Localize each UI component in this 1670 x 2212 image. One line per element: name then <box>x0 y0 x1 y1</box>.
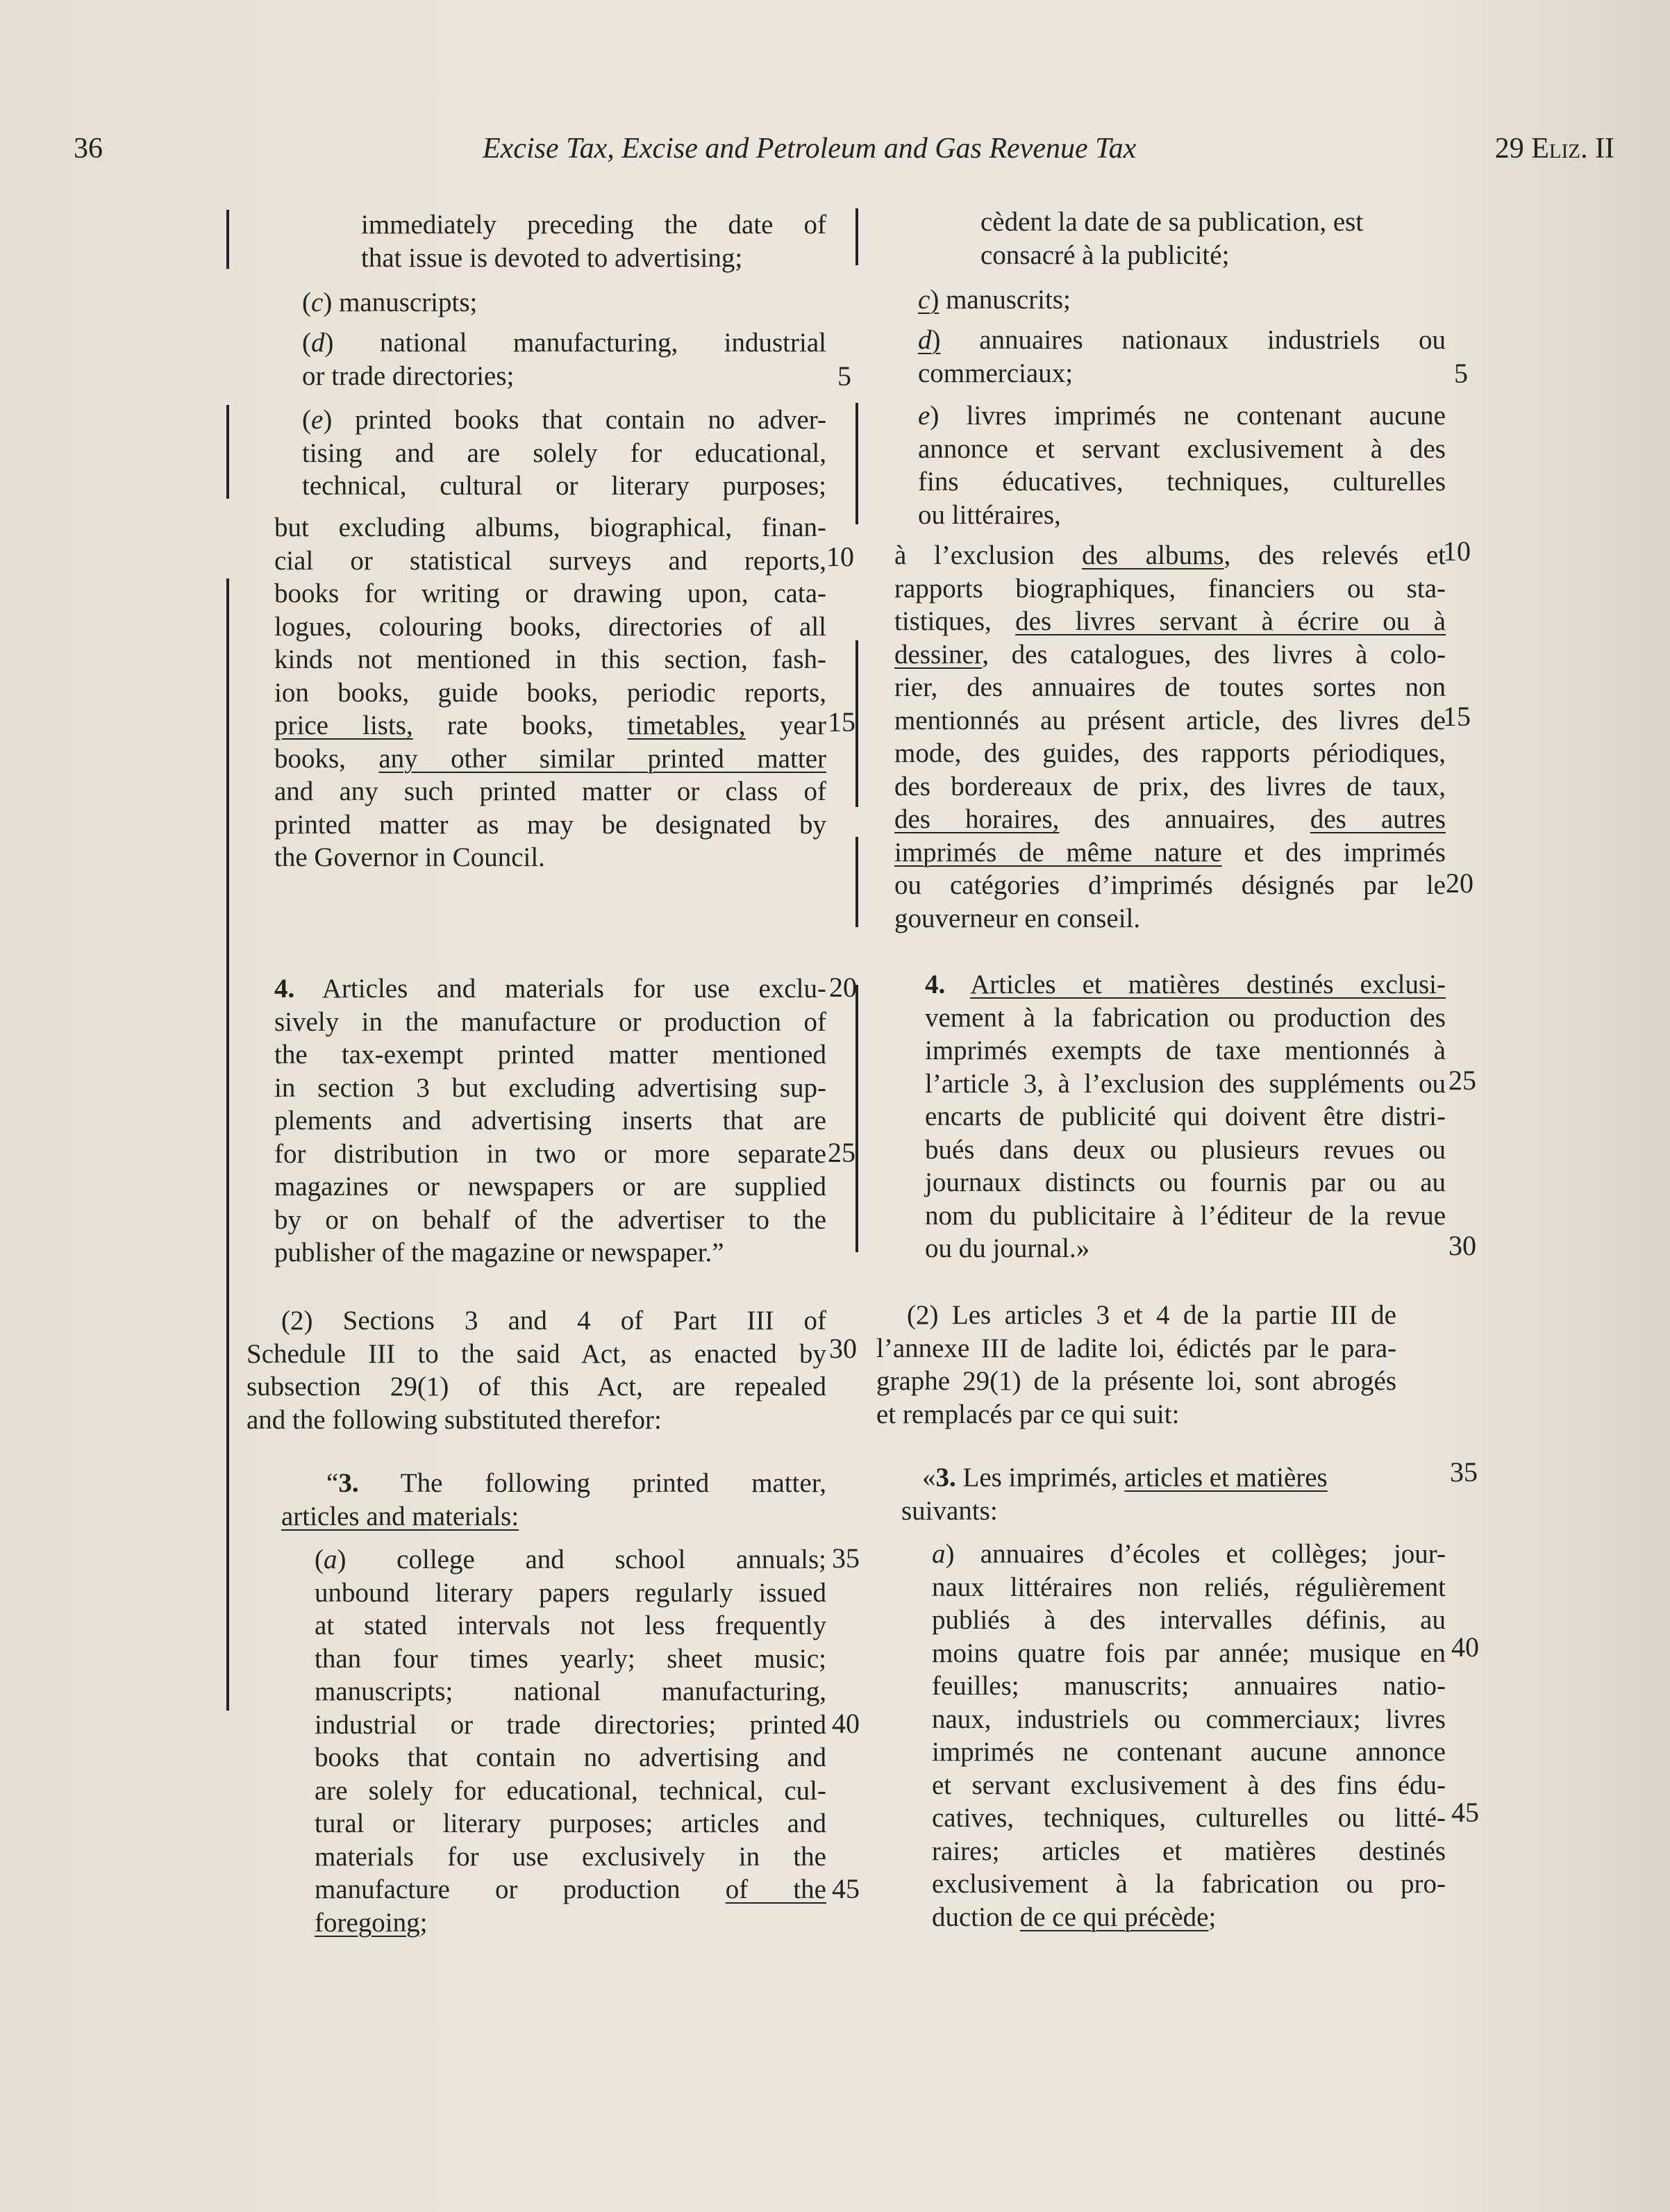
text-line: «3. Les imprimés, articles et matières <box>922 1463 1328 1492</box>
text-line: “3. The following printed matter, <box>326 1468 826 1498</box>
text-line: cèdent la date de sa publication, est <box>980 207 1364 237</box>
text-line: (2) Les articles 3 et 4 de la partie III de <box>907 1300 1396 1330</box>
text-line: imprimés ne contenant aucune annonce <box>932 1737 1446 1767</box>
item-text: national manufacturing, industrial <box>379 328 826 358</box>
text-line: ion books, guide books, periodic reports, <box>274 677 826 708</box>
line-number: 35 <box>1450 1456 1478 1488</box>
text-line: publiés à des intervalles définis, au <box>932 1605 1446 1635</box>
page-number: 36 <box>74 133 103 165</box>
text-line: tistiques, des livres servant à écrire ou à <box>894 606 1446 636</box>
amendment-bar <box>226 579 229 1711</box>
text-line: 4. Articles et matières destinés exclusi- <box>925 970 1446 999</box>
text-line: Schedule III to the said Act, as enacted by <box>247 1338 826 1369</box>
text-line: raires; articles et matières destinés <box>932 1836 1446 1866</box>
text-line: (d) national manufacturing, industrial <box>302 328 826 358</box>
text-line: cial or statistical surveys and reports, <box>274 545 826 576</box>
text-line: (e) printed books that contain no adver- <box>302 405 826 435</box>
amendment-bar <box>855 403 858 524</box>
text-line: printed matter as may be designated by <box>274 809 826 840</box>
line-number: 30 <box>829 1333 857 1364</box>
en-new-item-a <box>315 1543 826 1939</box>
text-line: kinds not mentioned in this section, fash- <box>274 645 826 674</box>
text-line: (c) manuscripts; <box>302 288 478 317</box>
en-paragraph-continuation <box>361 208 826 274</box>
fr-item-d <box>918 324 1446 390</box>
text-line: rier, des annuaires de toutes sortes non <box>894 672 1446 702</box>
fr-item-c <box>918 283 1446 317</box>
regnal-year-number: 29 E <box>1494 133 1549 165</box>
fr-new-item-a <box>932 1538 1446 1934</box>
text-line: but excluding albums, biographical, finan- <box>274 513 826 542</box>
text-line: articles and materials: <box>281 1501 519 1531</box>
en-subsection-2 <box>247 1304 826 1436</box>
text-line: des bordereaux de prix, des livres de taux, <box>894 771 1446 801</box>
fr-exclusion <box>894 539 1446 935</box>
text-line: suivants: <box>901 1495 998 1526</box>
en-new-section-3 <box>281 1467 826 1533</box>
amendment-bar <box>855 640 858 807</box>
text-line: ou littéraires, <box>918 499 1061 530</box>
amendment-bar <box>855 837 858 927</box>
line-number: 20 <box>1446 867 1473 899</box>
text-line: exclusivement à la fabrication ou pro- <box>932 1869 1446 1899</box>
line-number: 45 <box>832 1873 860 1904</box>
text-line: ou du journal.» <box>925 1233 1090 1263</box>
text-line: 4. Articles and materials for use exclu- <box>274 974 826 1004</box>
text-line: technical, cultural or literary purposes; <box>302 471 826 501</box>
text-line: tural or literary purposes; articles and <box>315 1808 826 1838</box>
text-line: fins éducatives, techniques, culturelles <box>918 467 1446 497</box>
amendment-bar <box>226 405 229 499</box>
fr-new-section-3 <box>901 1461 1446 1527</box>
line-number: 40 <box>1451 1631 1479 1663</box>
line-number: 15 <box>828 706 855 738</box>
text-line: (a) college and school annuals; <box>315 1545 826 1574</box>
line-number: 30 <box>1448 1230 1476 1261</box>
text-line: by or on behalf of the advertiser to the <box>274 1204 826 1235</box>
text-line: mode, des guides, des rapports périodiques, <box>894 738 1446 768</box>
fr-paragraph-continuation <box>980 206 1446 272</box>
text-line: the tax-exempt printed matter mentioned <box>274 1040 826 1070</box>
text-line: gouverneur en conseil. <box>894 903 1141 933</box>
line-number: 20 <box>829 972 857 1003</box>
text-line: moins quatre fois par année; musique en <box>932 1638 1446 1668</box>
text-line: naux, industriels ou commerciaux; livres <box>932 1704 1446 1734</box>
text-line: à l’exclusion des albums, des relevés et <box>894 540 1446 570</box>
text-line: consacré à la publicité; <box>980 240 1230 270</box>
text-line: graphe 29(1) de la présente loi, sont abrogés <box>876 1366 1396 1396</box>
text-line: feuilles; manuscrits; annuaires natio- <box>932 1671 1446 1701</box>
text-line: (2) Sections 3 and 4 of Part III of <box>281 1306 826 1336</box>
text-line: catives, techniques, culturelles ou litté- <box>932 1803 1446 1833</box>
text-line: bués dans deux ou plusieurs revues ou <box>925 1134 1446 1165</box>
text-line: subsection 29(1) of this Act, are repealed <box>247 1372 826 1402</box>
text-line: foregoing; <box>315 1907 428 1938</box>
text-line: vement à la fabrication ou production des <box>925 1002 1446 1033</box>
text-line: d) annuaires nationaux industriels ou <box>918 325 1446 355</box>
text-line: l’article 3, à l’exclusion des suppléments ou <box>925 1068 1446 1099</box>
text-line: industrial or trade directories; printed <box>315 1709 826 1740</box>
text-line: books for writing or drawing upon, cata- <box>274 579 826 608</box>
text-line: a) annuaires d’écoles et collèges; jour- <box>932 1539 1446 1569</box>
text-line: nom du publicitaire à l’éditeur de la revue <box>925 1200 1446 1231</box>
text-line: commerciaux; <box>918 358 1074 388</box>
amendment-bar <box>226 210 229 269</box>
text-line: books that contain no advertising and <box>315 1743 826 1772</box>
text-line: the Governor in Council. <box>274 842 545 872</box>
text-line: in section 3 but excluding advertising sup- <box>274 1072 826 1103</box>
line-number: 40 <box>832 1708 860 1739</box>
line-number: 45 <box>1451 1797 1479 1828</box>
text-line: manufacture or production of the <box>315 1874 826 1904</box>
text-line: journaux distincts ou fournis par ou au <box>925 1167 1446 1197</box>
text-line: tising and are solely for educational, <box>302 438 826 468</box>
line-number: 5 <box>837 360 851 392</box>
regnal-year-smallcaps: liz <box>1548 133 1581 165</box>
text-line: des horaires, des annuaires, des autres <box>894 804 1446 834</box>
text-line: logues, colouring books, directories of all <box>274 611 826 642</box>
text-line: annonce et servant exclusivement à des <box>918 433 1446 464</box>
text-line: sively in the manufacture or production of <box>274 1006 826 1037</box>
line-number: 25 <box>828 1137 855 1168</box>
text-line: mentionnés au présent article, des livres de <box>894 705 1446 735</box>
text-line: unbound literary papers regularly issued <box>315 1577 826 1608</box>
text-line: price lists, rate books, timetables, year <box>274 710 827 740</box>
text-line: that issue is devoted to advertising; <box>361 242 743 273</box>
text-line: imprimés de même nature et des imprimés <box>894 837 1446 867</box>
text-line: at stated intervals not less frequently <box>315 1611 826 1640</box>
text-line: immediately preceding the date of <box>361 210 826 240</box>
line-number: 10 <box>826 541 854 572</box>
text-line: or trade directories; <box>302 360 515 391</box>
item-text: manuscrits; <box>946 285 1071 315</box>
text-line: plements and advertising inserts that are <box>274 1106 826 1136</box>
text-line: encarts de publicité qui doivent être distri- <box>925 1101 1446 1131</box>
item-text: annuaires nationaux industriels ou <box>979 325 1446 355</box>
running-title: Excise Tax, Excise and Petroleum and Gas Revenue Tax <box>483 133 1137 165</box>
text-line: imprimés exempts de taxe mentionnés à <box>925 1036 1446 1065</box>
text-line: magazines or newspapers or are supplied <box>274 1172 826 1201</box>
en-section-4 <box>274 972 826 1270</box>
text-line: c) manuscrits; <box>918 285 1071 315</box>
regnal-year: 29 Eliz. II <box>1494 133 1614 165</box>
item-text: manuscripts; <box>339 288 478 317</box>
line-number: 25 <box>1448 1065 1476 1096</box>
en-item-c <box>302 286 826 319</box>
fr-item-e <box>918 399 1446 531</box>
text-line: duction de ce qui précède; <box>932 1902 1217 1932</box>
en-item-e <box>302 404 826 503</box>
text-line: and any such printed matter or class of <box>274 776 826 806</box>
text-line: l’annexe III de ladite loi, édictés par le para- <box>876 1333 1396 1363</box>
amendment-bar <box>855 985 858 1252</box>
text-line: publisher of the magazine or newspaper.” <box>274 1238 724 1267</box>
fr-section-4 <box>925 968 1446 1265</box>
line-number: 15 <box>1443 701 1471 732</box>
text-line: et servant exclusivement à des fins édu- <box>932 1770 1446 1800</box>
text-line: materials for use exclusively in the <box>315 1841 826 1872</box>
text-line: books, any other similar printed matter <box>274 743 826 774</box>
text-line: manuscripts; national manufacturing, <box>315 1677 826 1706</box>
text-line: rapports biographiques, financiers ou sta- <box>894 573 1446 604</box>
text-line: are solely for educational, technical, cul- <box>315 1775 826 1806</box>
text-line: ou catégories d’imprimés désignés par le <box>894 870 1446 900</box>
amendment-bar <box>855 208 858 265</box>
text-line: naux littéraires non reliés, régulièrement <box>932 1572 1446 1602</box>
fr-subsection-2 <box>876 1299 1446 1431</box>
text-line: et remplacés par ce qui suit: <box>876 1399 1180 1429</box>
text-line: dessiner, des catalogues, des livres à colo- <box>894 639 1446 670</box>
line-number: 35 <box>832 1542 860 1574</box>
text-line: for distribution in two or more separate <box>274 1138 826 1169</box>
en-exclusion <box>274 511 826 874</box>
text-line: than four times yearly; sheet music; <box>315 1643 826 1674</box>
line-number: 10 <box>1443 535 1471 567</box>
text-line: and the following substituted therefor: <box>247 1404 662 1435</box>
en-item-d <box>302 326 826 392</box>
text-line: e) livres imprimés ne contenant aucune <box>918 401 1446 431</box>
line-number: 5 <box>1454 358 1468 389</box>
